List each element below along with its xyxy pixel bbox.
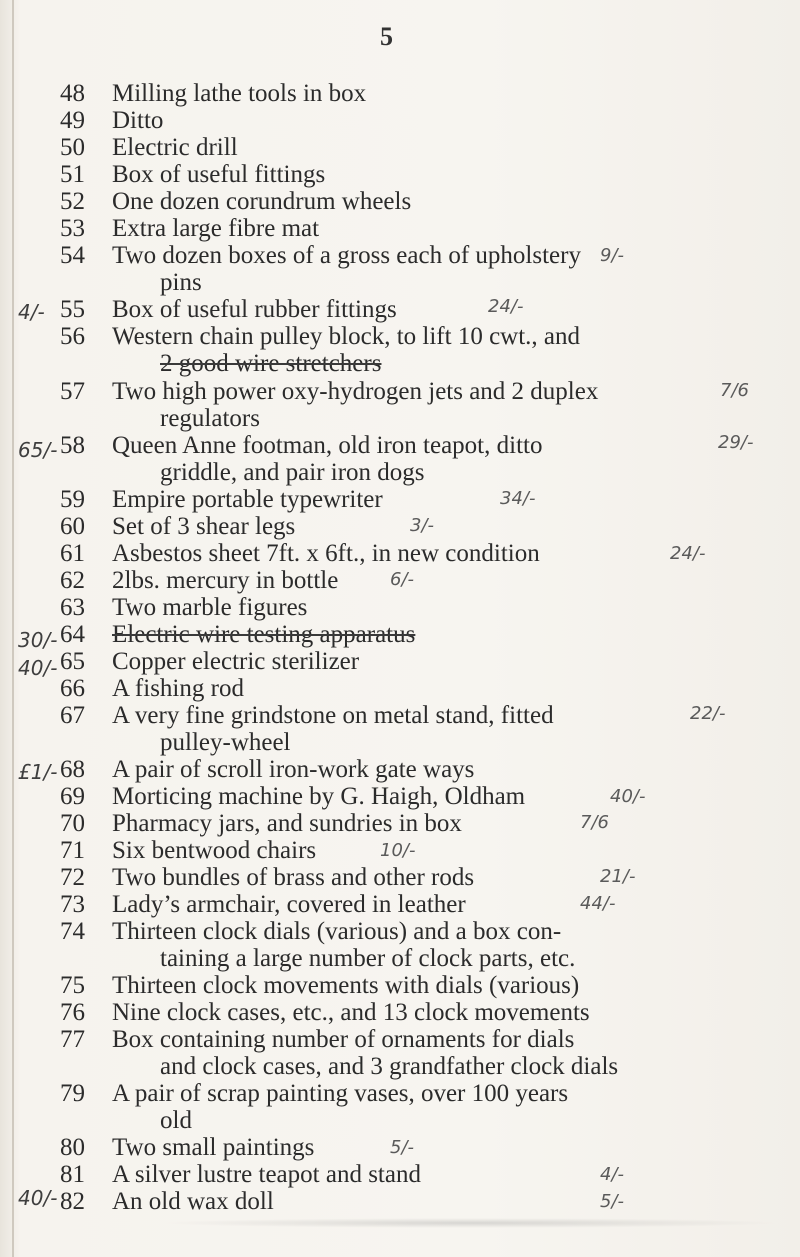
price-note: 29/-: [718, 432, 754, 453]
lot-item: [60, 161, 780, 188]
lot-item: [60, 891, 780, 918]
price-note: 24/-: [488, 296, 524, 317]
lot-continuation: pulley-wheel: [160, 729, 291, 756]
margin-note: 30/-: [18, 628, 58, 652]
price-note: 6/-: [390, 569, 415, 590]
lot-description: An old wax doll: [112, 1188, 274, 1215]
lot-continuation: pins: [160, 269, 202, 296]
lot-description: Two bundles of brass and other rods: [112, 864, 475, 891]
lot-continuation: and clock cases, and 3 grandfather clock dials: [160, 1053, 619, 1080]
lot-number: 74: [60, 918, 85, 945]
lot-description: A pair of scrap painting vases, over 100 years: [112, 1080, 569, 1107]
lot-description: 2lbs. mercury in bottle: [112, 567, 339, 594]
lot-number: 60: [60, 513, 85, 540]
price-note: 4/-: [600, 1164, 625, 1185]
lot-item: [60, 648, 780, 675]
price-note: 22/-: [690, 703, 726, 724]
lot-number: 59: [60, 486, 85, 513]
lot-description: Extra large fibre mat: [112, 215, 320, 242]
lot-item: [60, 810, 780, 837]
lot-description: Western chain pulley block, to lift 10 cwt., and: [112, 323, 581, 350]
lot-description: Set of 3 shear legs: [112, 513, 296, 540]
lot-number: 67: [60, 702, 85, 729]
lot-description-struck: Electric wire testing apparatus: [112, 621, 416, 648]
margin-note: 40/-: [18, 656, 58, 680]
lot-item: [60, 432, 780, 459]
lot-item: [60, 783, 780, 810]
lot-number: 61: [60, 540, 85, 567]
lot-item: [60, 1134, 780, 1161]
lot-number: 57: [60, 378, 85, 405]
lot-item: [60, 756, 780, 783]
lot-description: Electric drill: [112, 134, 238, 161]
lot-number: 49: [60, 107, 85, 134]
lot-number: 68: [60, 756, 85, 783]
lot-item: [60, 188, 780, 215]
lot-description: Milling lathe tools in box: [112, 80, 367, 107]
price-note: 5/-: [600, 1191, 625, 1212]
lot-item: [60, 972, 780, 999]
lot-item: [60, 594, 780, 621]
lot-number: 51: [60, 161, 85, 188]
lot-number: 48: [60, 80, 85, 107]
lot-item: [60, 323, 780, 350]
lot-description: Two small paintings: [112, 1134, 315, 1161]
lot-number: 56: [60, 323, 85, 350]
lot-continuation: old: [160, 1107, 192, 1134]
lot-number: 53: [60, 215, 85, 242]
lot-description: Ditto: [112, 107, 164, 134]
lot-number: 54: [60, 242, 85, 269]
margin-note: 40/-: [18, 1186, 58, 1210]
lot-item: [60, 567, 780, 594]
lot-continuation: griddle, and pair iron dogs: [160, 459, 425, 486]
lot-item: [60, 675, 780, 702]
lot-description: Pharmacy jars, and sundries in box: [112, 810, 462, 837]
lot-item: [60, 215, 780, 242]
lot-number: 76: [60, 999, 85, 1026]
lot-number: 82: [60, 1188, 85, 1215]
lot-description: Box of useful fittings: [112, 161, 326, 188]
lot-number: 58: [60, 432, 85, 459]
price-note: 7/6: [720, 380, 749, 401]
lot-description: A very fine grindstone on metal stand, fitted: [112, 702, 554, 729]
lot-number: 73: [60, 891, 85, 918]
lot-description: A silver lustre teapot and stand: [112, 1161, 421, 1188]
lot-item: [60, 1026, 780, 1053]
price-note: 40/-: [610, 786, 646, 807]
price-note: 5/-: [390, 1137, 415, 1158]
lot-number: 75: [60, 972, 85, 999]
lot-number: 71: [60, 837, 85, 864]
lot-number: 50: [60, 134, 85, 161]
price-note: 34/-: [500, 488, 536, 509]
ink-bleed: [160, 1218, 780, 1228]
lot-number: 63: [60, 594, 85, 621]
lot-description: A pair of scroll iron-work gate ways: [112, 756, 475, 783]
lot-description: One dozen corundrum wheels: [112, 188, 412, 215]
lot-description: Box containing number of ornaments for dials: [112, 1026, 575, 1053]
lot-item: [60, 107, 780, 134]
lot-number: 69: [60, 783, 85, 810]
lot-item: [60, 621, 780, 648]
price-note: 3/-: [410, 515, 435, 536]
price-note: 9/-: [600, 245, 625, 266]
lot-description: Morticing machine by G. Haigh, Oldham: [112, 783, 526, 810]
margin-rule: [12, 0, 14, 1257]
lot-item: [60, 486, 780, 513]
lot-description: Six bentwood chairs: [112, 837, 317, 864]
margin-note: £1/-: [18, 760, 58, 784]
lot-description: Queen Anne footman, old iron teapot, ditto: [112, 432, 543, 459]
lot-item: [60, 702, 780, 729]
lot-number: 62: [60, 567, 85, 594]
lot-item: [60, 1188, 780, 1215]
lot-description: A fishing rod: [112, 675, 244, 702]
lot-number: 79: [60, 1080, 85, 1107]
lot-number: 81: [60, 1161, 85, 1188]
lot-number: 72: [60, 864, 85, 891]
lot-description: Nine clock cases, etc., and 13 clock movements: [112, 999, 590, 1026]
lot-description: Box of useful rubber fittings: [112, 296, 397, 323]
lot-number: 66: [60, 675, 85, 702]
lot-description: Two high power oxy-hydrogen jets and 2 duplex: [112, 378, 599, 405]
lot-item: [60, 1161, 780, 1188]
lot-description: Lady’s armchair, covered in leather: [112, 891, 466, 918]
lot-item: [60, 378, 780, 405]
lot-item: [60, 296, 780, 323]
lot-number: 65: [60, 648, 85, 675]
lot-number: 52: [60, 188, 85, 215]
lot-item: [60, 1080, 780, 1107]
lot-description: Two dozen boxes of a gross each of upholstery: [112, 242, 581, 269]
lot-item: [60, 134, 780, 161]
lot-item: [60, 837, 780, 864]
price-note: 24/-: [670, 543, 706, 564]
lot-number: 70: [60, 810, 85, 837]
lot-number: 77: [60, 1026, 85, 1053]
lot-item: [60, 242, 780, 269]
page-number: 5: [380, 22, 393, 51]
lot-description: Copper electric sterilizer: [112, 648, 360, 675]
lot-number: 80: [60, 1134, 85, 1161]
lot-description: Thirteen clock dials (various) and a box con-: [112, 918, 562, 945]
lot-description: Two marble figures: [112, 594, 308, 621]
price-note: 10/-: [380, 840, 416, 861]
price-note: 44/-: [580, 893, 616, 914]
price-note: 7/6: [580, 812, 609, 833]
margin-note: 4/-: [18, 300, 45, 324]
lot-description: Asbestos sheet 7ft. x 6ft., in new condition: [112, 540, 540, 567]
lot-description: Thirteen clock movements with dials (various): [112, 972, 580, 999]
lot-item: [60, 864, 780, 891]
lot-item: [60, 918, 780, 945]
lot-number: 64: [60, 621, 85, 648]
lot-continuation: regulators: [160, 405, 260, 432]
lot-continuation-struck: 2 good wire stretchers: [160, 350, 382, 377]
margin-note: 65/-: [18, 438, 58, 462]
price-note: 21/-: [600, 866, 636, 887]
lot-item: [60, 999, 780, 1026]
lot-description: Empire portable typewriter: [112, 486, 383, 513]
lot-number: 55: [60, 296, 85, 323]
lot-item: [60, 80, 780, 107]
lot-continuation: taining a large number of clock parts, etc.: [160, 945, 576, 972]
